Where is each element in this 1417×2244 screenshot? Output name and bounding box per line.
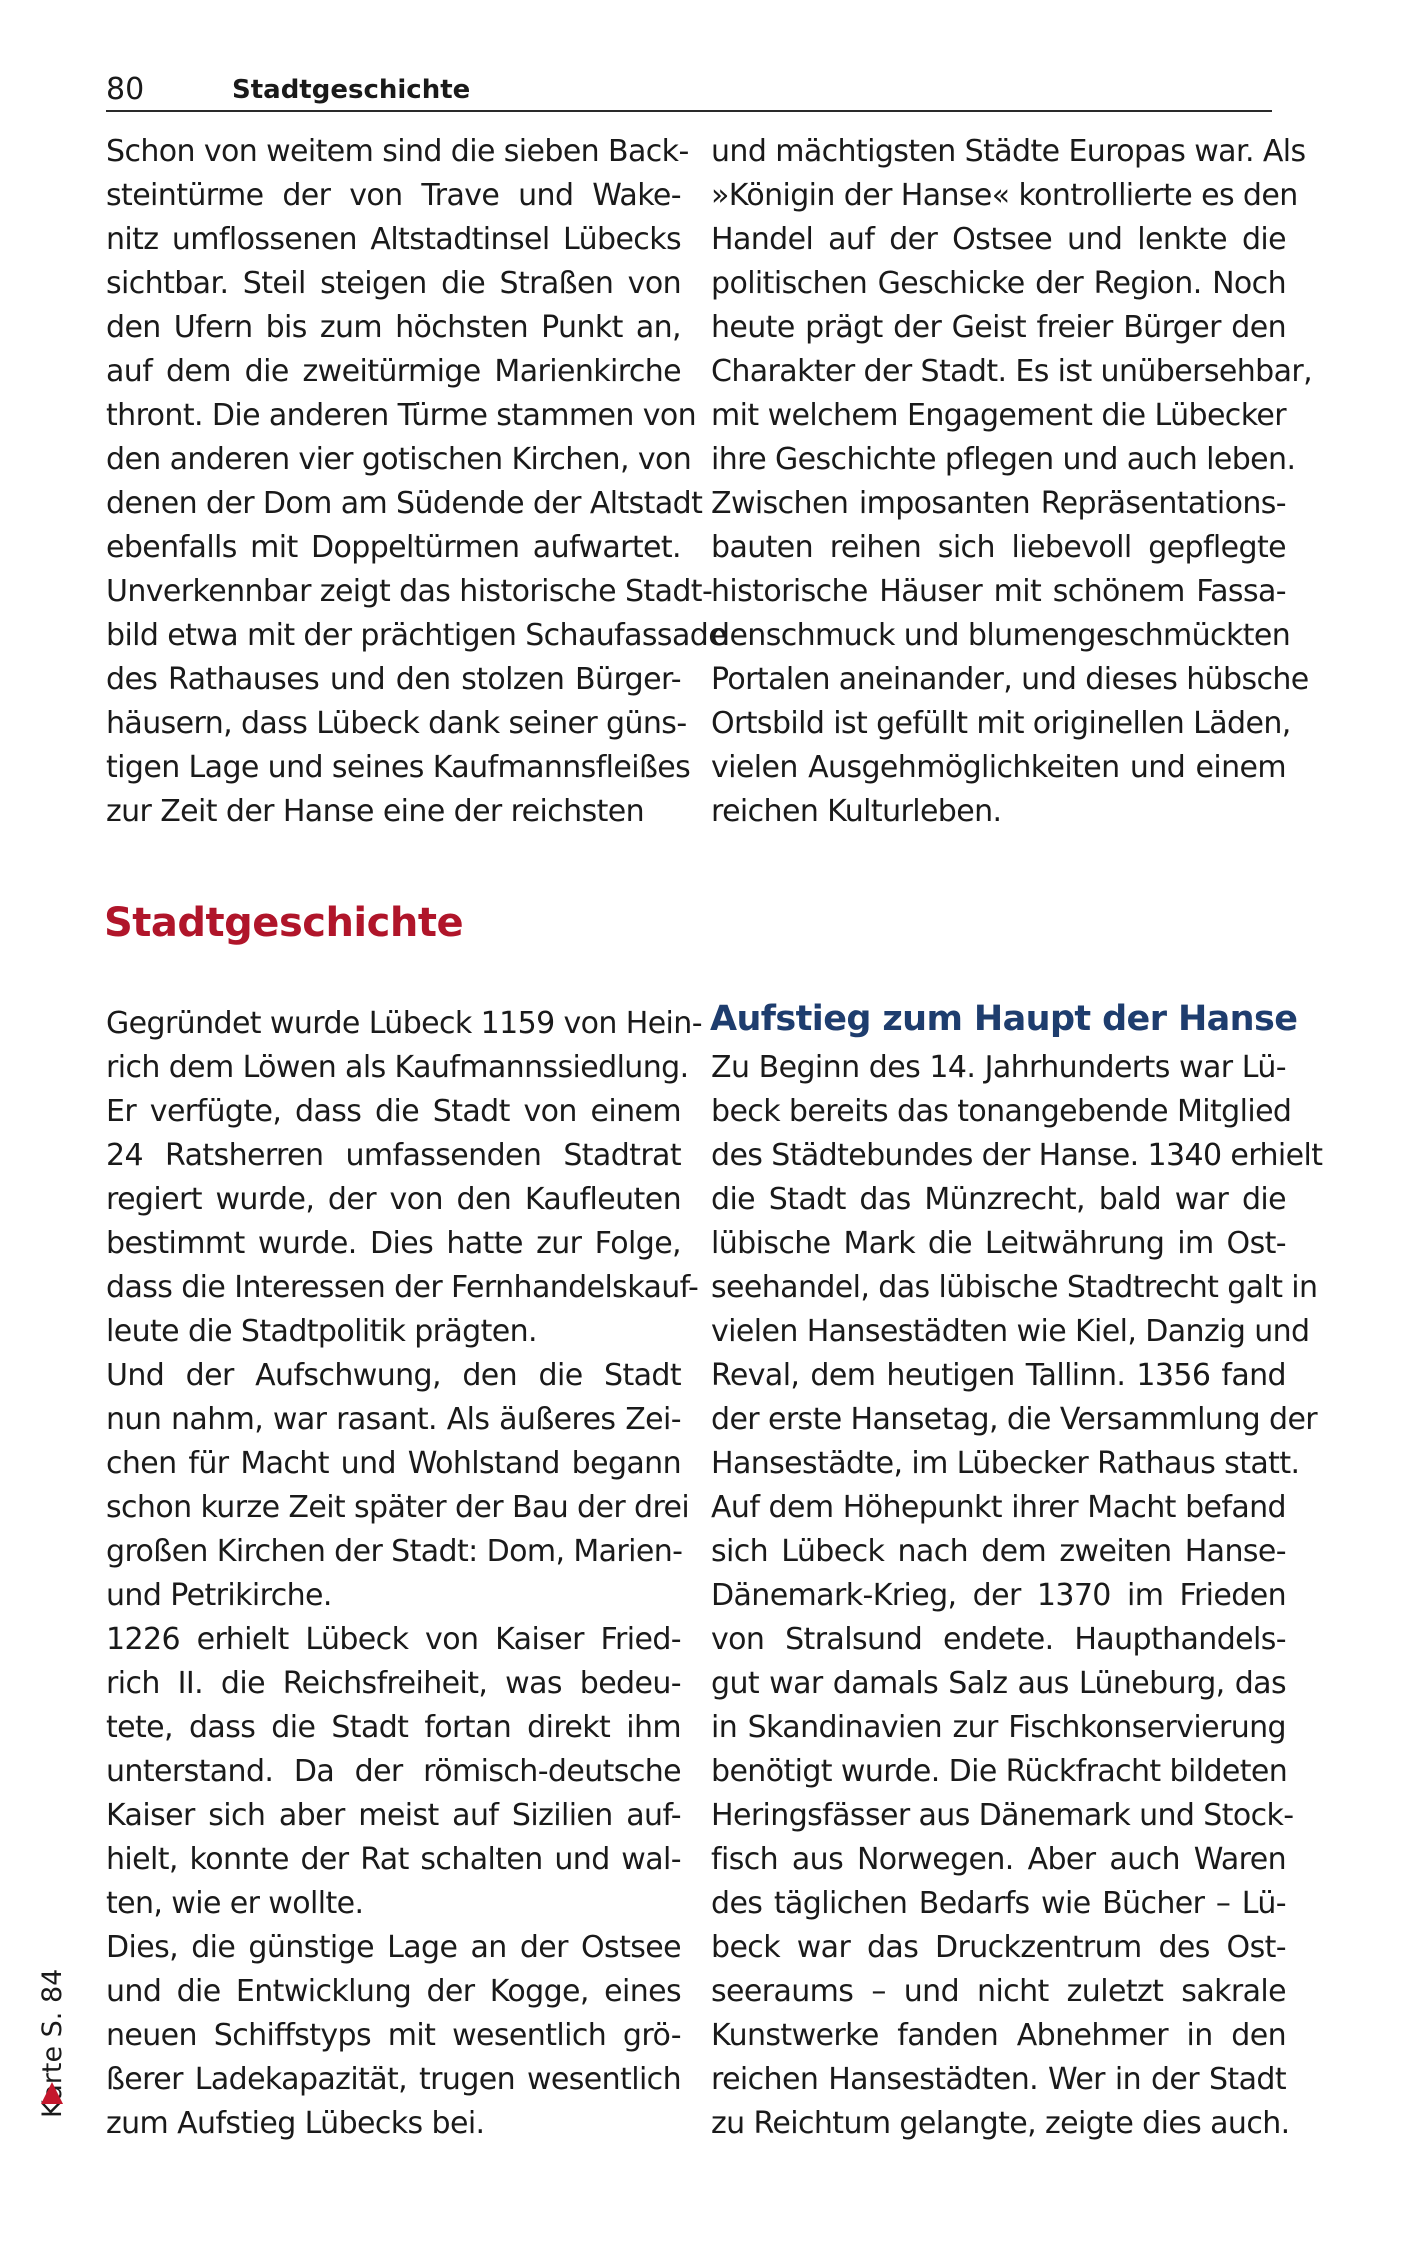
text-line: und die Entwicklung der Kogge, eines: [106, 1974, 681, 2009]
map-reference-arrow-icon[interactable]: [41, 2082, 63, 2104]
page-number: 80: [106, 72, 145, 107]
text-line: großen Kirchen der Stadt: Dom, Marien-: [106, 1534, 683, 1569]
text-line: historische Häuser mit schönem Fassa-: [711, 574, 1286, 609]
text-line: lübische Mark die Leitwährung im Ost-: [711, 1226, 1286, 1261]
intro-left-column: [106, 130, 727, 834]
text-line: sichtbar. Steil steigen die Straßen von: [106, 266, 681, 301]
text-line: den anderen vier gotischen Kirchen, von: [106, 442, 692, 477]
text-line: bauten reihen sich liebevoll gepflegte: [711, 530, 1286, 565]
text-line: regiert wurde, der von den Kaufleuten: [106, 1182, 681, 1217]
text-line: in Skandinavien zur Fischkonservierung: [711, 1710, 1286, 1745]
text-line: Kunstwerke fanden Abnehmer in den: [711, 2018, 1286, 2053]
page-header: [106, 70, 1272, 112]
text-line: ihre Geschichte pflegen und auch leben.: [711, 442, 1296, 477]
text-line: benötigt wurde. Die Rückfracht bildeten: [711, 1754, 1288, 1789]
text-line: nitz umflossenen Altstadtinsel Lübecks: [106, 222, 681, 257]
text-line: Zwischen imposanten Repräsentations-: [711, 486, 1286, 521]
text-line: Ortsbild ist gefüllt mit originellen Läden,: [711, 706, 1291, 741]
text-line: des täglichen Bedarfs wie Bücher – Lü-: [711, 1886, 1286, 1921]
text-line: Dänemark-Krieg, der 1370 im Frieden: [711, 1578, 1286, 1613]
text-line: Hansestädte, im Lübecker Rathaus statt.: [711, 1446, 1300, 1481]
history-left-column: [106, 1002, 702, 2146]
text-line: Zu Beginn des 14. Jahrhunderts war Lü-: [711, 1050, 1286, 1085]
text-line: des Städtebundes der Hanse. 1340 erhielt: [711, 1138, 1323, 1173]
text-line: beck war das Druckzentrum des Ost-: [711, 1930, 1286, 1965]
text-line: unterstand. Da der römisch-deutsche: [106, 1754, 681, 1789]
text-line: 1226 erhielt Lübeck von Kaiser Fried-: [106, 1622, 681, 1657]
text-line: des Rathauses und den stolzen Bürger-: [106, 662, 681, 697]
text-line: von Stralsund endete. Haupthandels-: [711, 1622, 1286, 1657]
text-line: der erste Hansetag, die Versammlung der: [711, 1402, 1318, 1437]
text-line: Er verfügte, dass die Stadt von einem: [106, 1094, 681, 1129]
text-line: die Stadt das Münzrecht, bald war die: [711, 1182, 1286, 1217]
text-line: seeraums – und nicht zuletzt sakrale: [711, 1974, 1286, 2009]
text-line: vielen Ausgehmöglichkeiten und einem: [711, 750, 1286, 785]
text-line: mit welchem Engagement die Lübecker: [711, 398, 1286, 433]
text-line: neuen Schiffstyps mit wesentlich grö-: [106, 2018, 681, 2053]
text-line: Gegründet wurde Lübeck 1159 von Hein-: [106, 1006, 702, 1041]
text-line: Schon von weitem sind die sieben Back-: [106, 134, 689, 169]
text-line: den Ufern bis zum höchsten Punkt an,: [106, 310, 681, 345]
text-line: häusern, dass Lübeck dank seiner güns-: [106, 706, 687, 741]
map-reference[interactable]: Karte S. 84: [37, 1968, 68, 2118]
text-line: vielen Hansestädten wie Kiel, Danzig und: [711, 1314, 1310, 1349]
text-line: Handel auf der Ostsee und lenkte die: [711, 222, 1286, 257]
text-line: Dies, die günstige Lage an der Ostsee: [106, 1930, 681, 1965]
text-line: Heringsfässer aus Dänemark und Stock-: [711, 1798, 1294, 1833]
text-line: dass die Interessen der Fernhandelskauf-: [106, 1270, 699, 1305]
text-line: Portalen aneinander, und dieses hübsche: [711, 662, 1309, 697]
text-line: steintürme der von Trave und Wake-: [106, 178, 681, 213]
text-line: zur Zeit der Hanse eine der reichsten: [106, 794, 645, 829]
text-line: reichen Kulturleben.: [711, 794, 1002, 829]
text-line: sich Lübeck nach dem zweiten Hanse-: [711, 1534, 1286, 1569]
text-line: und Petrikirche.: [106, 1578, 332, 1613]
text-line: gut war damals Salz aus Lüneburg, das: [711, 1666, 1286, 1701]
text-line: Reval, dem heutigen Tallinn. 1356 fand: [711, 1358, 1286, 1393]
text-line: »Königin der Hanse« kontrollierte es den: [711, 178, 1298, 213]
text-line: ebenfalls mit Doppeltürmen aufwartet.: [106, 530, 681, 565]
text-line: nun nahm, war rasant. Als äußeres Zei-: [106, 1402, 681, 1437]
running-title: Stadtgeschichte: [232, 75, 471, 105]
text-line: Charakter der Stadt. Es ist unübersehbar,: [711, 354, 1313, 389]
text-line: denschmuck und blumengeschmückten: [711, 618, 1291, 653]
text-line: beck bereits das tonangebende Mitglied: [711, 1094, 1292, 1129]
text-line: reichen Hansestädten. Wer in der Stadt: [711, 2062, 1286, 2097]
text-line: auf dem die zweitürmige Marienkirche: [106, 354, 681, 389]
text-line: Auf dem Höhepunkt ihrer Macht befand: [711, 1490, 1286, 1525]
text-line: zum Aufstieg Lübecks bei.: [106, 2106, 485, 2141]
text-line: schon kurze Zeit später der Bau der drei: [106, 1490, 690, 1525]
text-line: und mächtigsten Städte Europas war. Als: [711, 134, 1306, 169]
text-line: seehandel, das lübische Stadtrecht galt in: [711, 1270, 1318, 1305]
text-line: denen der Dom am Südende der Altstadt: [106, 486, 703, 521]
text-line: Unverkennbar zeigt das historische Stadt-: [106, 574, 713, 609]
text-line: ßerer Ladekapazität, trugen wesentlich: [106, 2062, 681, 2097]
text-line: heute prägt der Geist freier Bürger den: [711, 310, 1286, 345]
text-line: politischen Geschicke der Region. Noch: [711, 266, 1286, 301]
text-line: Und der Aufschwung, den die Stadt: [106, 1358, 681, 1393]
text-line: bestimmt wurde. Dies hatte zur Folge,: [106, 1226, 681, 1261]
text-line: thront. Die anderen Türme stammen von: [106, 398, 697, 433]
text-line: rich II. die Reichsfreiheit, was bedeu-: [106, 1666, 681, 1701]
text-line: ten, wie er wollte.: [106, 1886, 364, 1921]
text-line: Kaiser sich aber meist auf Sizilien auf-: [106, 1798, 681, 1833]
text-line: fisch aus Norwegen. Aber auch Waren: [711, 1842, 1286, 1877]
text-line: 24 Ratsherren umfassenden Stadtrat: [106, 1138, 681, 1173]
text-line: chen für Macht und Wohlstand begann: [106, 1446, 681, 1481]
text-line: hielt, konnte der Rat schalten und wal-: [106, 1842, 681, 1877]
text-line: zu Reichtum gelangte, zeigte dies auch.: [711, 2106, 1290, 2141]
text-line: tigen Lage und seines Kaufmannsfleißes: [106, 750, 691, 785]
hanse-right-column: [711, 1046, 1323, 2146]
text-line: tete, dass die Stadt fortan direkt ihm: [106, 1710, 681, 1745]
text-line: bild etwa mit der prächtigen Schaufassade: [106, 618, 727, 653]
section-title: Stadtgeschichte: [104, 900, 464, 946]
text-line: leute die Stadtpolitik prägten.: [106, 1314, 537, 1349]
subsection-title: Aufstieg zum Haupt der Hanse: [710, 999, 1298, 1039]
intro-right-column: [711, 130, 1313, 834]
text-line: rich dem Löwen als Kaufmannssiedlung.: [106, 1050, 689, 1085]
